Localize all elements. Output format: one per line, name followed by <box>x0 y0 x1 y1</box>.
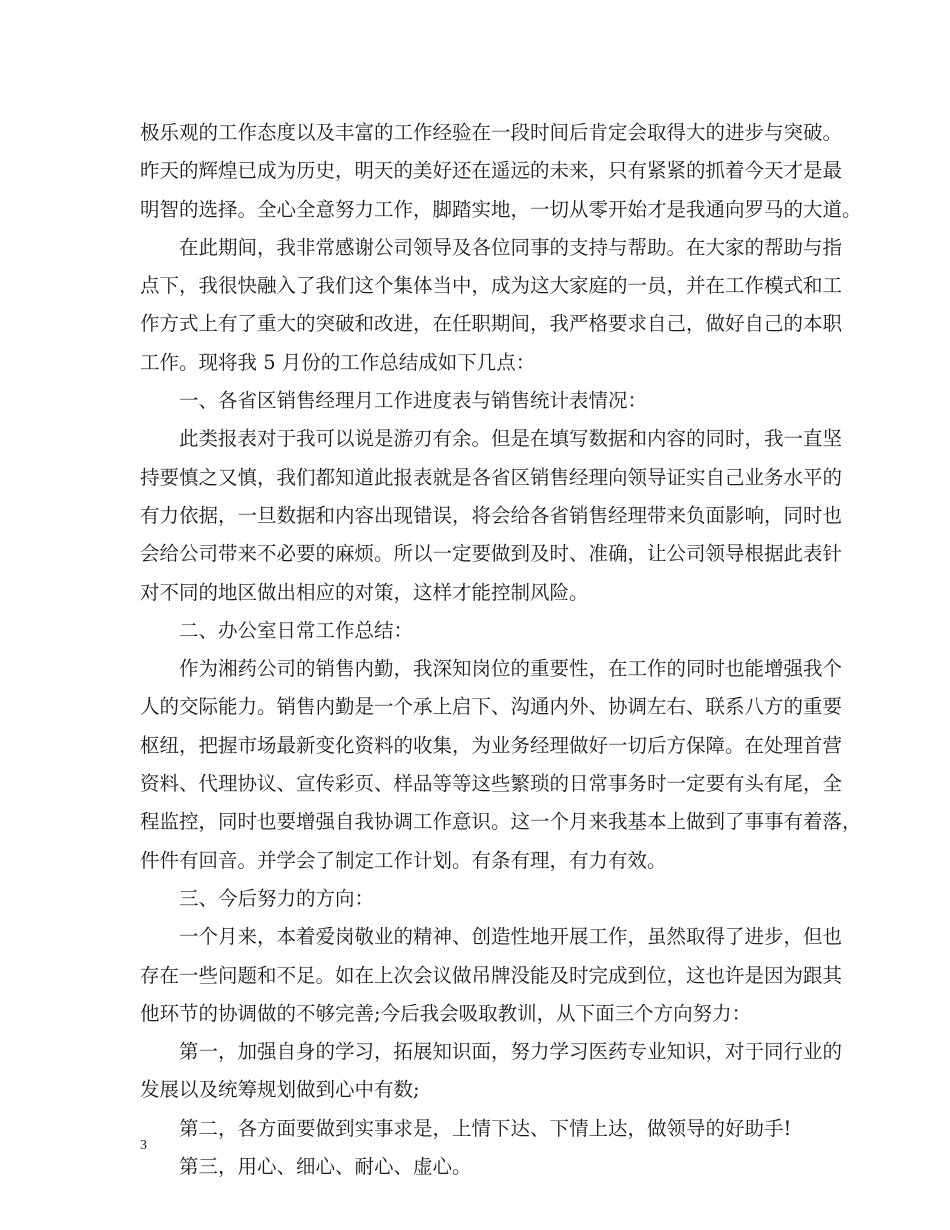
text-line: 对不同的地区做出相应的对策，这样才能控制风险。 <box>140 580 589 604</box>
text-line: 存在一些问题和不足。如在上次会议做吊牌没能及时完成到位，这也许是因为跟其 <box>140 963 843 987</box>
text-line: 有力依据，一旦数据和内容出现错误，将会给各省销售经理带来负面影响，同时也 <box>140 503 843 527</box>
text-line: 发展以及统筹规划做到心中有数; <box>140 1078 420 1102</box>
text-line: 一个月来，本着爱岗敬业的精神、创造性地开展工作，虽然取得了进步，但也 <box>179 925 843 949</box>
text-line: 枢纽，把握市场最新变化资料的收集，为业务经理做好一切后方保障。在处理首营 <box>140 733 843 757</box>
text-line: 点下，我很快融入了我们这个集体当中，成为这大家庭的一员，并在工作模式和工 <box>140 274 843 298</box>
text-line: 程监控，同时也要增强自我协调工作意识。这一个月来我基本上做到了事事有着落， <box>140 810 862 834</box>
text-line: 极乐观的工作态度以及丰富的工作经验在一段时间后肯定会取得大的进步与突破。 <box>140 121 843 144</box>
text-line: 他环节的协调做的不够完善;今后我会吸取教训，从下面三个方向努力： <box>140 1001 752 1025</box>
text-line: 在此期间，我非常感谢公司领导及各位同事的支持与帮助。在大家的帮助与指 <box>179 235 843 259</box>
text-line: 作方式上有了重大的突破和改进，在任职期间，我严格要求自己，做好自己的本职 <box>140 312 843 336</box>
section-heading: 二、办公室日常工作总结： <box>179 618 414 642</box>
text-line: 明智的选择。全心全意努力工作，脚踏实地，一切从零开始才是我通向罗马的大道。 <box>140 197 862 221</box>
text-line: 昨天的辉煌已成为历史，明天的美好还在遥远的未来，只有紧紧的抓着今天才是最 <box>140 159 843 183</box>
text-line: 持要慎之又慎，我们都知道此报表就是各省区销售经理向领导证实自己业务水平的 <box>140 465 843 489</box>
text-line: 工作。现将我 5 月份的工作总结成如下几点： <box>140 350 536 374</box>
text-line: 资料、代理协议、宣传彩页、样品等等这些繁琐的日常事务时一定要有头有尾，全 <box>140 772 843 796</box>
text-line: 第二，各方面要做到实事求是，上情下达、下情上达，做领导的好助手! <box>179 1116 792 1140</box>
page-number: 3 <box>140 1138 147 1153</box>
document-body <box>140 114 862 1186</box>
text-line: 第三，用心、细心、耐心、虚心。 <box>179 1155 472 1179</box>
text-line: 此类报表对于我可以说是游刃有余。但是在填写数据和内容的同时，我一直坚 <box>179 427 843 451</box>
section-heading: 一、各省区销售经理月工作进度表与销售统计表情况： <box>179 389 648 413</box>
text-line: 第一，加强自身的学习，拓展知识面，努力学习医药专业知识，对于同行业的 <box>179 1040 843 1064</box>
text-line: 人的交际能力。销售内勤是一个承上启下、沟通内外、协调左右、联系八方的重要 <box>140 695 843 719</box>
text-line: 作为湘药公司的销售内勤，我深知岗位的重要性，在工作的同时也能增强我个 <box>179 657 843 681</box>
section-heading: 三、今后努力的方向： <box>179 886 375 910</box>
text-line: 会给公司带来不必要的麻烦。所以一定要做到及时、准确，让公司领导根据此表针 <box>140 542 843 566</box>
text-line: 件件有回音。并学会了制定工作计划。有条有理，有力有效。 <box>140 848 667 872</box>
